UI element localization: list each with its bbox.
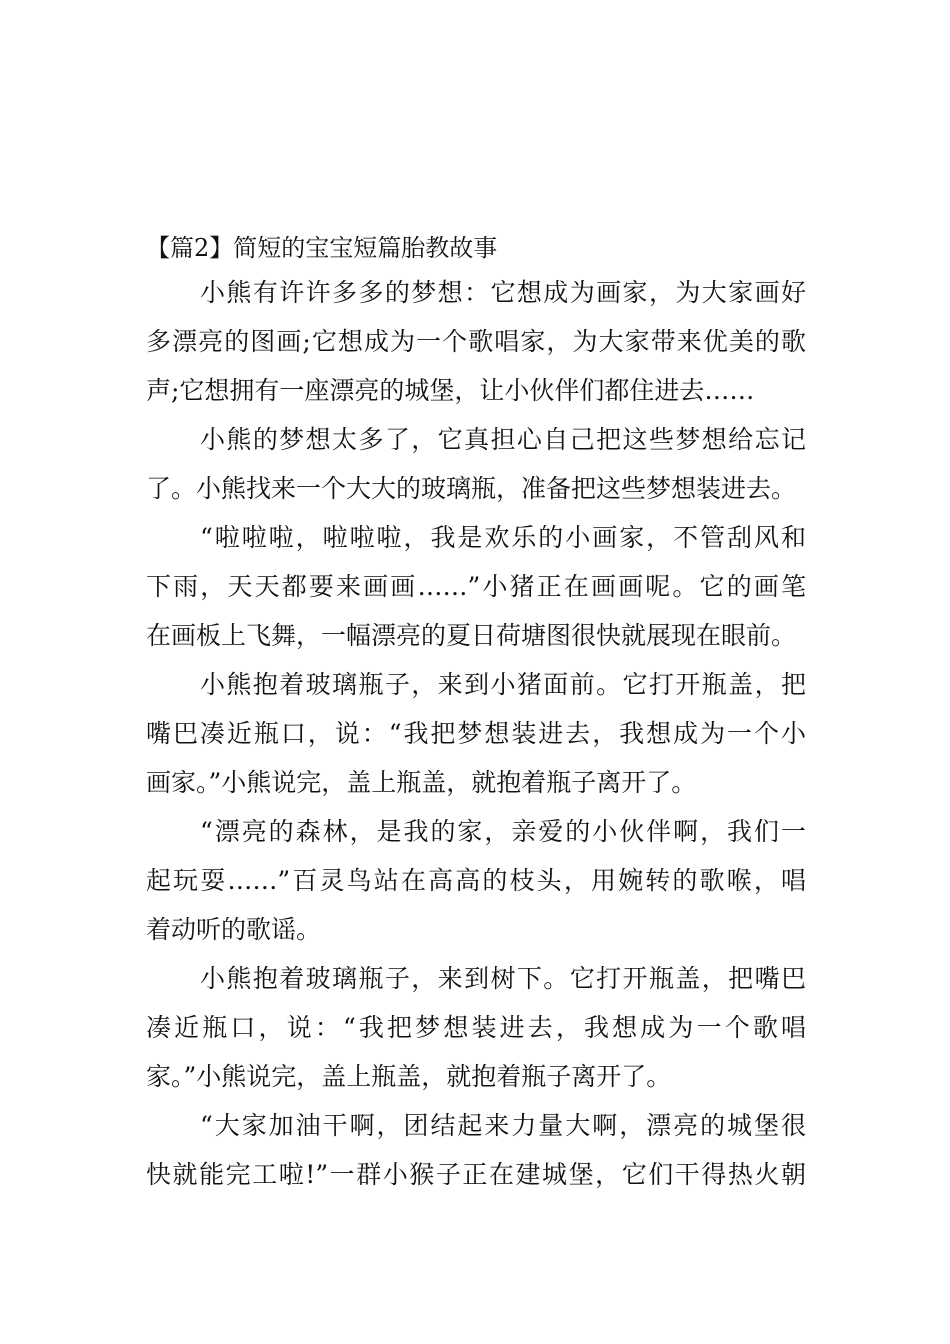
text-line: 小熊抱着玻璃瓶子，来到小猪面前。它打开瓶盖，把 <box>200 670 806 699</box>
paragraph <box>146 954 806 1101</box>
paragraph <box>146 660 806 807</box>
paragraph <box>146 1101 806 1199</box>
paragraph <box>146 268 806 415</box>
text-line: 家。”小熊说完，盖上瓶盖，就抱着瓶子离开了。 <box>146 1062 672 1091</box>
text-line: 多漂亮的图画;它想成为一个歌唱家，为大家带来优美的歌 <box>146 327 806 356</box>
text-line: 下雨，天天都要来画画……”小猪正在画画呢。它的画笔 <box>146 572 806 601</box>
text-line: 起玩耍……”百灵鸟站在高高的枝头，用婉转的歌喉，唱 <box>146 866 806 895</box>
text-line: 着动听的歌谣。 <box>146 915 322 944</box>
text-line: “大家加油干啊，团结起来力量大啊，漂亮的城堡很 <box>200 1111 806 1140</box>
text-line: 小熊抱着玻璃瓶子，来到树下。它打开瓶盖，把嘴巴 <box>200 964 806 993</box>
text-line: 小熊的梦想太多了，它真担心自己把这些梦想给忘记 <box>200 425 806 454</box>
document-body <box>146 228 806 1199</box>
text-line: 小熊有许许多多的梦想：它想成为画家，为大家画好 <box>200 278 806 307</box>
paragraph <box>146 415 806 513</box>
paragraph <box>146 513 806 660</box>
text-line: “啦啦啦，啦啦啦，我是欢乐的小画家，不管刮风和 <box>200 523 806 552</box>
text-line: 了。小熊找来一个大大的玻璃瓶，准备把这些梦想装进去。 <box>146 474 797 503</box>
text-line: 在画板上飞舞，一幅漂亮的夏日荷塘图很快就展现在眼前。 <box>146 621 797 650</box>
paragraph <box>146 807 806 954</box>
text-line: 嘴巴凑近瓶口，说：“我把梦想装进去，我想成为一个小 <box>146 719 806 748</box>
text-line: 快就能完工啦!”一群小猴子正在建城堡，它们干得热火朝 <box>146 1160 806 1189</box>
text-line: 凑近瓶口，说：“我把梦想装进去，我想成为一个歌唱 <box>146 1013 806 1042</box>
text-line: 声;它想拥有一座漂亮的城堡，让小伙伴们都住进去…… <box>146 376 755 405</box>
section-heading: 【篇2】简短的宝宝短篇胎教故事 <box>146 234 498 262</box>
text-line: 画家。”小熊说完，盖上瓶盖，就抱着瓶子离开了。 <box>146 768 697 797</box>
text-line: “漂亮的森林，是我的家，亲爱的小伙伴啊，我们一 <box>200 817 806 846</box>
